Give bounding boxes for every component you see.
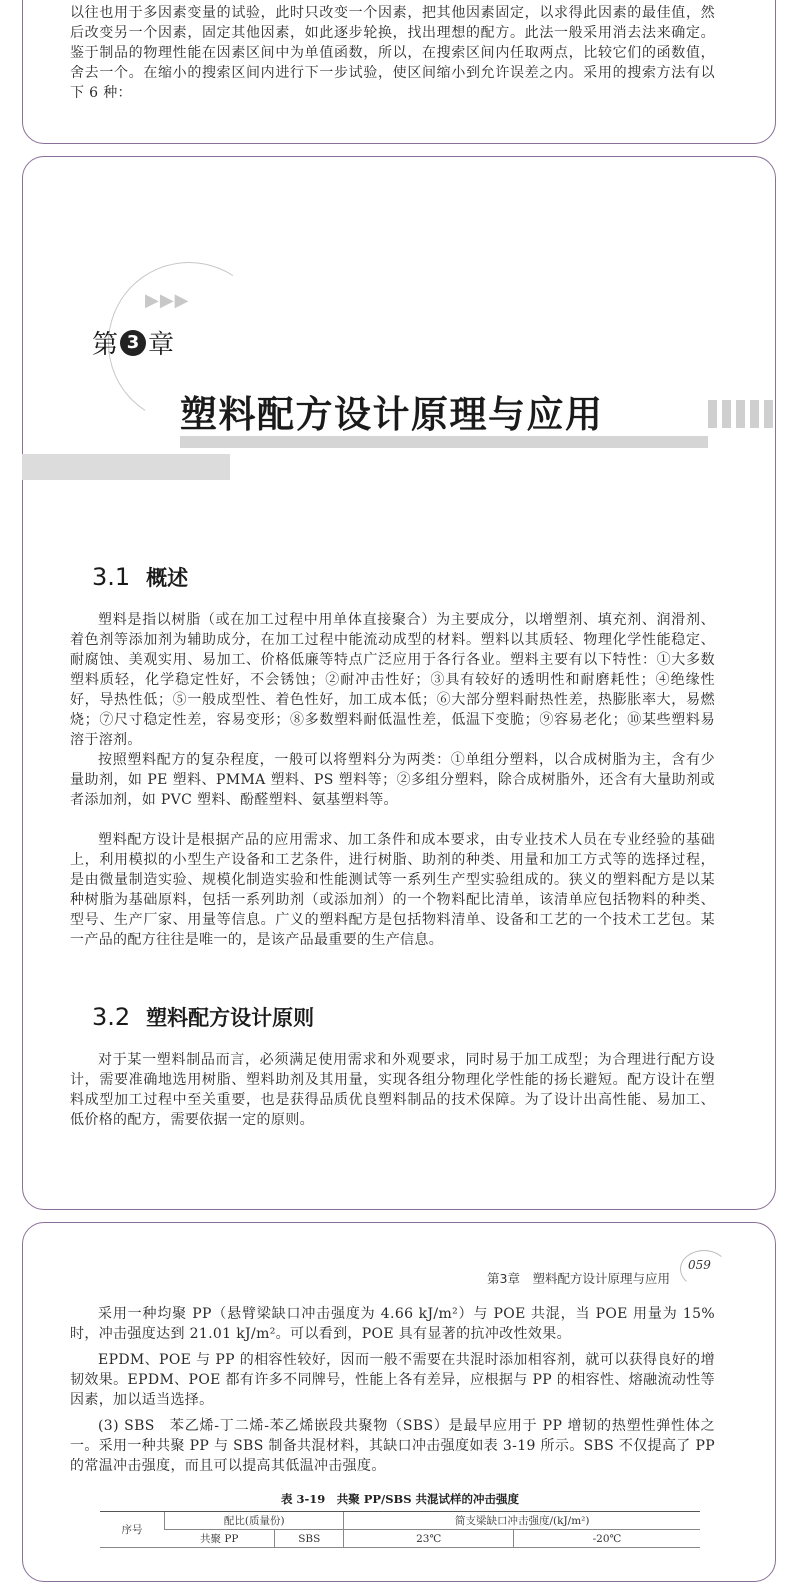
previous-page-paragraph: 以往也用于多因素变量的试验，此时只改变一个因素，把其他因素固定，以求得此因素的最佳值，然后改变另一个因素，固定其他因素，如此逐步轮换，找出理想的配方。此法一般采用消去法来确定。鉴于制品的物理性能在因素区间中为单值函数，所以，在搜索区间内任取两点，比较它们的函数值，舍去一个。在缩小的搜索区间内进行下一步试验，使区间缩小到允许误差之内。采用的搜索方法有以下 6 种： xyxy=(70,5,715,101)
chapter-prefix: 第 xyxy=(92,330,119,360)
table-header-cell: 简支梁缺口冲击强度/(kJ/m²) xyxy=(344,1512,700,1530)
paragraph: 采用一种均聚 PP（悬臂梁缺口冲击强度为 4.66 kJ/m²）与 POE 共混，当 POE 用量为 15%时，冲击强度达到 21.01 kJ/m²。可以看到，POE 具有显著的抗冲改性效果。 xyxy=(70,1306,715,1342)
paragraph: 按照塑料配方的复杂程度，一般可以将塑料分为两类：①单组分塑料，以合成树脂为主，含有少量助剂，如 PE 塑料、PMMA 塑料、PS 塑料等；②多组分塑料，除合成树脂外，还含有大量助剂或者添加剂，如 PVC 塑料、酚醛塑料、氨基塑料等。 xyxy=(70,752,715,808)
section-title: 概述 xyxy=(146,566,189,590)
section-heading-3-2 xyxy=(92,1002,314,1032)
table-header-cell: 23℃ xyxy=(344,1530,513,1548)
table-header-cell: 共聚 PP xyxy=(165,1530,275,1548)
table-header-row xyxy=(100,1512,700,1530)
chapter-title: 塑料配方设计原理与应用 xyxy=(180,393,604,436)
paragraph: EPDM、POE 与 PP 的相容性较好，因而一般不需要在共混时添加相容剂，就可以获得良好的增韧效果。EPDM、POE 都有许多不同牌号，性能上各有差异，应根据与 PP 的相容性、熔融流动性等因素，加以适当选择。 xyxy=(70,1352,715,1408)
table-header-cell: 配比(质量份) xyxy=(165,1512,344,1530)
decorative-bar xyxy=(180,436,708,448)
paragraph: 对于某一塑料制品而言，必须满足使用需求和外观要求，同时易于加工成型；为合理进行配方设计，需要准确地选用树脂、塑料助剂及其用量，实现各组分物理化学性能的扬长避短。配方设计在塑料成型加工过程中至关重要，也是获得品质优良塑料制品的技术保障。为了设计出高性能、易加工、低价格的配方，需要依据一定的原则。 xyxy=(70,1052,715,1128)
chapter-number-badge: 3 xyxy=(120,330,146,356)
section-number: 3.1 xyxy=(92,563,131,591)
decorative-stripes xyxy=(708,400,776,428)
table-title: 表 3-19 共聚 PP/SBS 共混试样的冲击强度 xyxy=(280,1492,520,1506)
data-table xyxy=(100,1511,700,1548)
chapter-suffix: 章 xyxy=(148,330,175,360)
table-header-cell: 序号 xyxy=(100,1512,165,1548)
page-number xyxy=(680,1250,728,1288)
decorative-bar-short xyxy=(22,454,230,480)
page-number-text: 059 xyxy=(688,1258,711,1272)
section-heading-3-1 xyxy=(92,562,188,592)
chapter-label xyxy=(92,324,174,361)
table-header-cell: SBS xyxy=(275,1530,344,1548)
table-subheader-row xyxy=(100,1530,700,1548)
paragraph: 塑料是指以树脂（或在加工过程中用单体直接聚合）为主要成分，以增塑剂、填充剂、润滑剂、着色剂等添加剂为辅助成分，在加工过程中能流动成型的材料。塑料以其质轻、物理化学性能稳定、耐腐蚀、美观实用、易加工、价格低廉等特点广泛应用于各行各业。塑料主要有以下特性：①大多数塑料质轻，化学稳定性好，不会锈蚀；②耐冲击性好；③具有较好的透明性和耐磨耗性；④绝缘性好，导热性低；⑤一般成型性、着色性好，加工成本低；⑥大部分塑料耐热性差，热膨胀率大，易燃烧；⑦尺寸稳定性差，容易变形；⑧多数塑料耐低温性差，低温下变脆；⑨容易老化；⑩某些塑料易溶于溶剂。 xyxy=(70,612,715,748)
running-header: 第3章 塑料配方设计原理与应用 xyxy=(487,1271,670,1286)
paragraph: (3) SBS 苯乙烯-丁二烯-苯乙烯嵌段共聚物（SBS）是最早应用于 PP 增韧的热塑性弹性体之一。采用一种共聚 PP 与 SBS 制备共混材料，其缺口冲击强度如表 3-19 所示。SBS 不仅提高了 PP 的常温冲击强度，而且可以提高其低温冲击强度。 xyxy=(70,1418,715,1474)
triple-arrow-icon: ▶▶▶ xyxy=(145,290,190,311)
section-title: 塑料配方设计原则 xyxy=(146,1006,315,1030)
paragraph: 塑料配方设计是根据产品的应用需求、加工条件和成本要求，由专业技术人员在专业经验的基础上，利用模拟的小型生产设备和工艺条件，进行树脂、助剂的种类、用量和加工方式等的选择过程，是由微量制造实验、规模化制造实验和性能测试等一系列生产型实验组成的。狭义的塑料配方是以某种树脂为基础原料，包括一系列助剂（或添加剂）的一个物料配比清单，该清单应包括物料的种类、型号、生产厂家、用量等信息。广义的塑料配方是包括物料清单、设备和工艺的一个技术工艺包。某一产品的配方往往是唯一的，是该产品最重要的生产信息。 xyxy=(70,832,715,948)
table-header-cell: -20℃ xyxy=(513,1530,700,1548)
section-number: 3.2 xyxy=(92,1003,131,1031)
